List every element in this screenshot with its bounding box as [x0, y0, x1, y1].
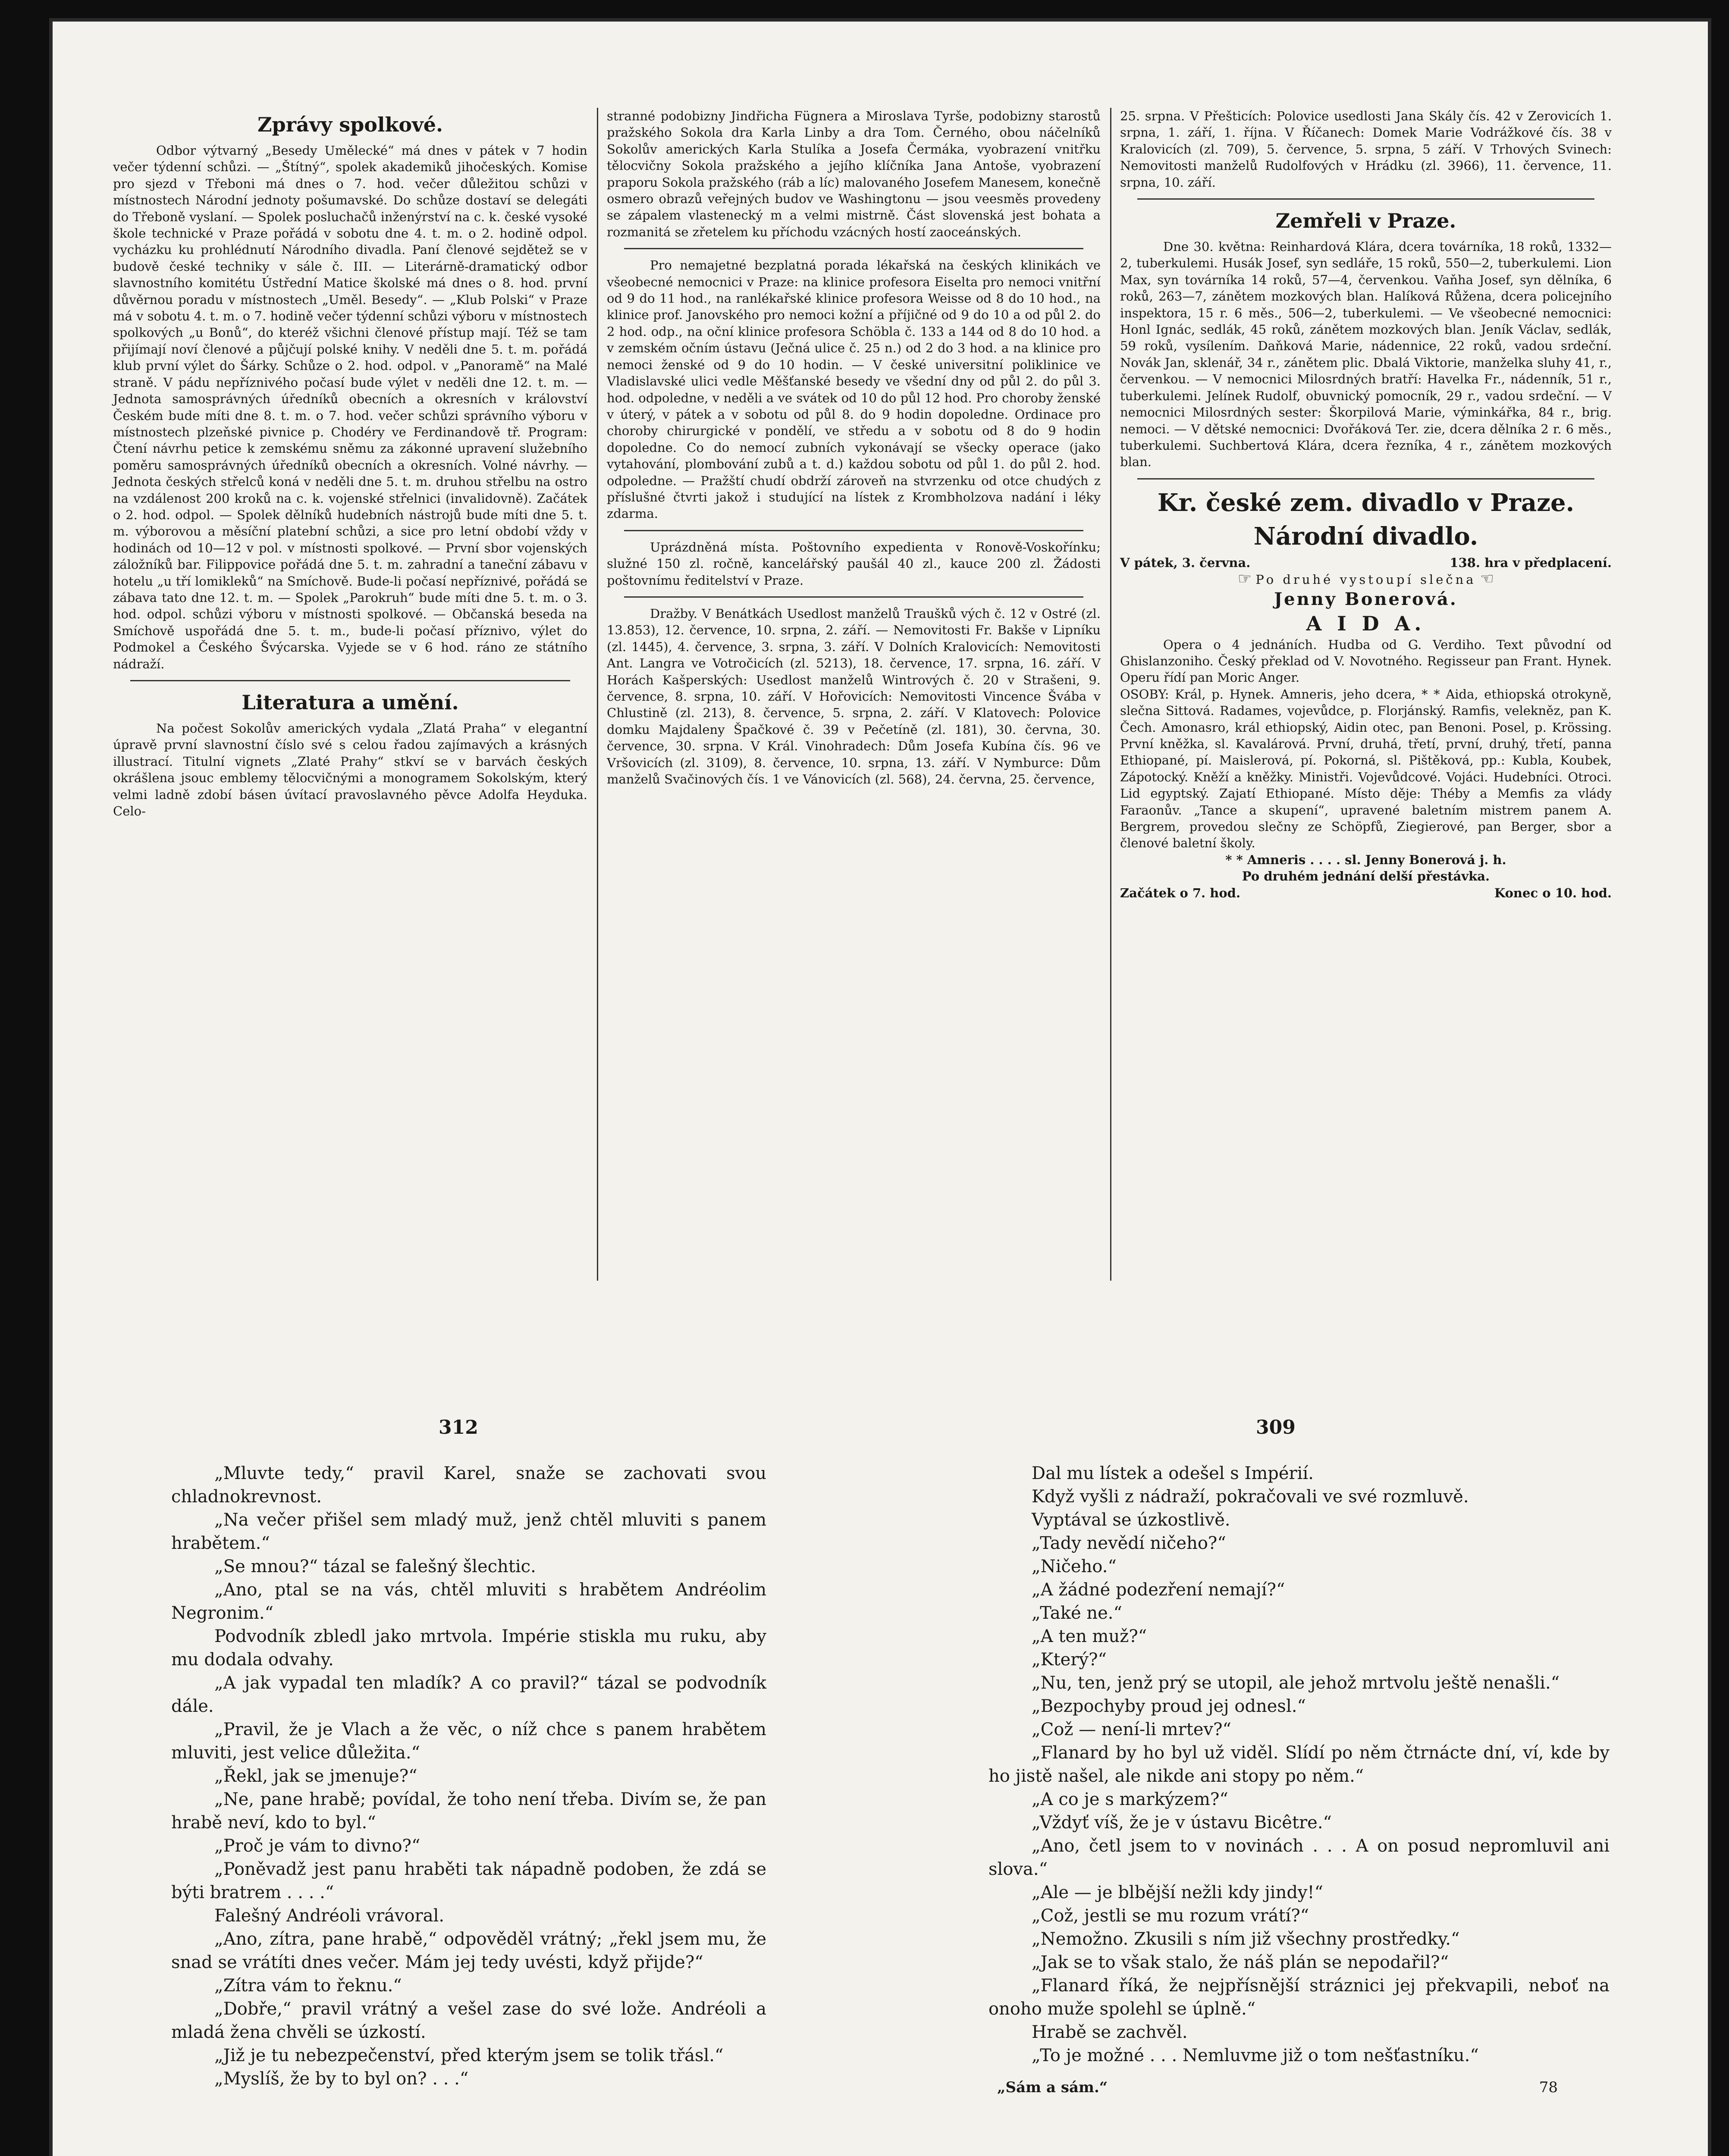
- column-text: Dne 30. května: Reinhardová Klára, dcera továrníka, 18 roků, 1332—2, tuberkulemi. Husák Josef, syn sedláře, 15 roků, 550—2, tuberkulemi. Lion Max, syn továrníka 14 roků, 57—4, červenkou. Vaňha Josef, syn dělníka, 6 roků, 263—7, zánětem mozkových blan. Halíková Růžena, dcera policejního inspektora, 15 r. 6 měs., 506—2, tuberkulemi. — Ve všeobecné nemocnici: Honl Ignác, sedlák, 45 roků, zánětem mozkových blan. Jeník Václav, sedlák, 59 roků, vysílením. Daňková Marie, nádennice, 22 roků, vadou srdeční. Novák Jan, sklenář, 34 r., zánětem plic. Dbalá Viktorie, manželka sluhy 41, r., červenkou. — V nemocnici Milosrdných bratří: Havelka Fr., nádenník, 51 r., tuberkulemi. Jelínek Rudolf, obuvnický pomocník, 29 r., vadou srdeční. — V nemocnici Milosrdných sester: Škorpilová Marie, výminkářka, 84 r., brig. nemoci. — V dětské nemocnici: Dvořáková Ter. zie, dcera dělníka 2 r. 6 měs., tuberkulemi. Suchbertová Klára, dcera řezníka, 4 r., zánětem mozkových blan.: [1120, 239, 1612, 470]
- paragraph: „Jak se to však stalo, že náš plán se nepodařil?“: [1032, 1952, 1449, 1972]
- divider: [624, 530, 1083, 531]
- column-divider: [1110, 108, 1111, 1281]
- column-text: Dražby. V Benátkách Usedlost manželů Traušků vých č. 12 v Ostré (zl. 13.853), 12. července, 10. srpna, 2. září. — Nemovitosti Fr. Bakše v Lipníku (zl. 1445), 4. července, 3. srpna, 3. září. V Dolních Kralovicích: Nemovitosti Ant. Langra ve Votročicích (zl. 5213), 18. července, 17. srpna, 16. září. V Horách Kašperských: Usedlost manželů Wintrových č. 20 v Strašeni, 9. července, 8. srpna, 10. září. V Hořovicích: Nemovitosti Vincence Švába v Chlustině (zl. 213), 8. července, 5. srpna, 2. září. V Klatovech: Polovice domku Majdaleny Špačkové č. 39 v Pečetíně (zl. 181), 30. června, 30. července, 30. srpna. V Král. Vinohradech: Dům Josefa Kubína čís. 96 ve Vršovicích (zl. 3109), 8. července, 10. srpna, 13. září. V Nymburce: Dům manželů Svačinových čís. 1 ve Vánovicích (zl. 568), 24. června, 25. července,: [607, 606, 1101, 787]
- guest-name: Jenny Bonerová.: [1274, 589, 1458, 609]
- paragraph: „Což — není-li mrtev?“: [1032, 1720, 1232, 1739]
- column-text: Uprázdněná místa. Poštovního expedienta v Ronově-Voskořínku; služné 150 zl. ročně, kancelářský paušál 40 zl., kauce 200 zl. Žádosti poštovnímu ředitelství v Praze.: [607, 539, 1101, 588]
- paragraph: „A jak vypadal ten mladík? A co pravil?“ tázal se podvodník dále.: [171, 1673, 766, 1716]
- column-text: 25. srpna. V Přešticích: Polovice usedlosti Jana Skály čís. 42 v Zerovicích 1. srpna, 1. září, 1. října. V Říčanech: Domek Marie Vodrážkové čís. 38 v Kralovicích (zl. 709), 5. července, 5. srpna, 5 září. V Trhových Svinech: Nemovitosti manželů Rudolfových v Hrádku (zl. 3966), 11. července, 11. srpna, 10. září.: [1120, 109, 1612, 190]
- section-heading-spolkove: Zprávy spolkové.: [257, 113, 443, 136]
- paragraph: „Tady nevědí ničeho?“: [1032, 1533, 1226, 1553]
- paragraph: „Zítra vám to řeknu.“: [214, 1976, 402, 1996]
- book-page-left: [171, 1462, 766, 2090]
- theater-date: V pátek, 3. června.: [1120, 555, 1251, 570]
- opera-title: A I D A.: [1306, 611, 1426, 635]
- signature-number: 78: [1539, 2079, 1558, 2096]
- cast-note: * * Amneris . . . . sl. Jenny Bonerová j. h.: [1225, 852, 1506, 867]
- paragraph: Podvodník zbledl jako mrtvola. Impérie stiskla mu ruku, aby mu dodala odvahy.: [171, 1626, 766, 1670]
- paragraph: „Ano, ptal se na vás, chtěl mluviti s hrabětem Andréolim Negronim.“: [171, 1580, 766, 1623]
- paragraph: Když vyšli z nádraží, pokračovali ve své rozmluvě.: [1032, 1487, 1469, 1507]
- divider: [1137, 478, 1594, 479]
- column-2: [607, 108, 1101, 787]
- paragraph: „Řekl, jak se jmenuje?“: [214, 1766, 417, 1786]
- paragraph: „A ten muž?“: [1032, 1626, 1147, 1646]
- paragraph: „A co je s markýzem?“: [1032, 1789, 1228, 1809]
- paragraph: Dal mu lístek a odešel s Impérií.: [1032, 1463, 1314, 1483]
- paragraph: „Ne, pane hrabě; povídal, že toho není třeba. Divím se, že pan hrabě neví, kdo to byl.“: [171, 1789, 766, 1833]
- paragraph: „Pravil, že je Vlach a že věc, o níž chce s panem hrabětem mluviti, jest velice důležita.“: [171, 1720, 766, 1763]
- theater-date-row: [1120, 555, 1612, 571]
- time-row: [1120, 885, 1612, 901]
- paragraph-list: [988, 1462, 1610, 2067]
- pointing-hand-icon: ☞: [1237, 570, 1252, 588]
- paragraph: Falešný Andréoli vrávoral.: [214, 1906, 445, 1926]
- paragraph: „Poněvadž jest panu hraběti tak nápadně podoben, že zdá se býti bratrem . . . .“: [171, 1859, 766, 1902]
- pointing-hand-icon: ☜: [1480, 570, 1494, 588]
- paragraph: „A žádné podezření nemají?“: [1032, 1580, 1285, 1600]
- page-number-right: 309: [1256, 1416, 1296, 1438]
- page-number-left: 312: [439, 1416, 478, 1438]
- paragraph: „Na večer přišel sem mladý muž, jenž chtěl mluviti s panem hrabětem.“: [171, 1510, 766, 1553]
- section-heading-zemreli: Zemřeli v Praze.: [1275, 209, 1456, 233]
- paragraph: „Vždyť víš, že je v ústavu Bicêtre.“: [1032, 1813, 1332, 1833]
- divider: [130, 680, 570, 681]
- column-3: [1120, 108, 1612, 901]
- paragraph: „Dobře,“ pravil vrátný a vešel zase do své lože. Andréoli a mladá žena chvěli se úzkostí.: [171, 1999, 766, 2042]
- divider: [624, 596, 1083, 598]
- subscription-number: 138. hra v předplacení.: [1450, 555, 1612, 570]
- theater-title: Kr. české zem. divadlo v Praze.: [1157, 488, 1575, 517]
- paragraph: „Nemožno. Zkusili s ním již všechny prostředky.“: [1032, 1929, 1460, 1949]
- column-1: [113, 108, 587, 819]
- guest-text: Po druhé vystoupí slečna: [1255, 572, 1476, 587]
- paragraph: „Proč je vám to divno?“: [214, 1836, 420, 1856]
- paragraph: „Ano, zítra, pane hrabě,“ odpověděl vrátný; „řekl jsem mu, že snad se vrátíti dnes večer. Mám jej tedy uvésti, když přijde?“: [171, 1929, 766, 1972]
- paragraph: „Již je tu nebezpečenství, před kterým jsem se tolik třásl.“: [214, 2046, 724, 2065]
- divider: [624, 248, 1083, 249]
- column-text: Odbor výtvarný „Besedy Umělecké“ má dnes v pátek v 7 hodin večer týdenní schůzi. — „Štítný“, spolek akademiků jihočeských. Komise pro sjezd v Třeboni má dnes o 7. hod. večer důležitou schůzi v místnostech Národní jednoty pošumavské. Do schůze dostaví se delegáti do Třeboně vyslaní. — Spolek posluchačů inženýrství na c. k. české vysoké škole technické v Praze pořádá v sobotu dne 4. t. m. o 2. hodině odpol. vycházku ku prohlédnutí Národního divadla. Paní členové sejdětež se v budově české techniky v sále č. III. — Literárně-dramatický odbor slavnostního komitétu Ústřední Matice školské má dnes o 8. hod. první důvěrnou poradu v místnostech „Uměl. Besedy“. — „Klub Polski“ v Praze má v sobotu 4. t. m. o 7. hodině večer týdenní schůzi výboru v místnostech spolkových „u Bonů“, do kteréž všichni členové přístup mají. Též se tam přijímají noví členové a půjčují polské knihy. V neděli dne 5. t. m. pořádá klub první výlet do Šárky. Schůze o 2. hod. odpol. v „Panoramě“ na Malé straně. V pádu nepříznivého počasí bude výlet v neděli dne 12. t. m. — Jednota samosprávných úředníků obecních a okresních v království Českém bude míti dne 8. t. m. o 7. hod. večer schůzi správního výboru v místnostech plzeňské pivnice p. Chodéry ve Ferdinandově tř. Program: Čtení návrhu petice k zemskému sněmu za zákonné upravení služebního poměru samosprávných úředníků obecních a okresních. Volné návrhy. — Jednota českých střelců koná v neděli dne 5. t. m. druhou střelbu na ostro na vzdálenost 200 kroků na c. k. vojenské střelnici (invalidovně). Začátek o 2. hod. odpol. — Spolek dělníků hudebních nástrojů bude míti dne 5. t. m. výborovou a měsíční platební schůzi, a sice pro letní období vždy v hodinách od 10—12 v pol. v místnosti spolkové. — První sbor vojenských záložníků bar. Filippovice pořádá dne 5. t. m. zahradní a taneční zábavu v hotelu „u tří lomikleků“ na Smíchově. Bude-li počasí nepříznivé, pořádá se zábava tato dne 12. t. m. — Spolek „Parokruh“ bude míti dne 5. t. m. o 3. hod. odpol. schůzi výboru v místnosti spolkové. — Občanská beseda na Smíchově uspořádá dne 5. t. m., bude-li počasí příznivo, výlet do Podmokel a Českého Švýcarska. Vyjede se v 6 hod. ráno ze státního nádraží.: [113, 143, 587, 671]
- paragraph: Vyptával se úzkostlivě.: [1032, 1510, 1230, 1530]
- paragraph: „Což, jestli se mu rozum vrátí?“: [1032, 1906, 1309, 1926]
- paragraph: „Se mnou?“ tázal se falešný šlechtic.: [214, 1557, 536, 1576]
- paragraph: „Bezpochyby proud jej odnesl.“: [1032, 1696, 1306, 1716]
- footer-title: „Sám a sám.“: [997, 2079, 1108, 2096]
- newspaper-page: [53, 22, 1708, 2156]
- column-text: Na počest Sokolův amerických vydala „Zlatá Praha“ v elegantní úpravě první slavnostní číslo své s celou řadou zajímavých a krásných illustrací. Titulní vignets „Zlaté Prahy“ stkví se v barvách českých okrášlena jsouc emblemy tělocvičnými a monogramem Sokolským, který velmi ladně zdobí básen úvítací pravoslavného pěvce Adolfa Heyduka. Celo-: [113, 721, 587, 819]
- paragraph: „Nu, ten, jenž prý se utopil, ale jehož mrtvolu ještě nenašli.“: [1032, 1673, 1560, 1693]
- paragraph: „Flanard říká, že nejpřísnější stráznici jej překvapili, neboť na onoho muže spolehl se úplně.“: [988, 1976, 1610, 2019]
- paragraph: „Který?“: [1032, 1650, 1107, 1670]
- paragraph-list: [171, 1462, 766, 2090]
- paragraph: „Také ne.“: [1032, 1603, 1122, 1623]
- column-text: OSOBY: Král, p. Hynek. Amneris, jeho dcera, * * Aida, ethiopská otrokyně, slečna Sittová. Radames, vojevůdce, p. Florjánský. Ramfis, velekněz, pan K. Čech. Amonasro, král ethiopský, Aidin otec, pan Benoni. Posel, p. Krössing. První kněžka, sl. Kavalárová. První, druhá, třetí, první, druhý, třetí, panna Ethiopané, pí. Maislerová, pí. Pokorná, sl. Pištěková, pp.: Kubla, Koubek, Zápotocký. Kněží a kněžky. Ministři. Vojevůdcové. Vojáci. Hudebníci. Otroci. Lid egyptský. Zajatí Ethiopané. Místo děje: Théby a Memfis za vlády Faraonův. „Tance a skupení“, upravené baletním mistrem panem A. Bergrem, provedou slečny ze Schöpfů, Ziegierové, pan Berger, sbor a členové baletní školy.: [1120, 686, 1612, 851]
- column-text: Pro nemajetné bezplatná porada lékařská na českých klinikách ve všeobecné nemocnici v Praze: na klinice profesora Eiselta pro nemoci vnitřní od 9 do 11 hod., na ranlékařské klinice profesora Weisse od 8 do 10 hod., na klinice prof. Janovského pro nemoci kožní a příjičné od 9 do 10 a od půl 2. do 2 hod. odp., na oční klinice profesora Schöbla č. 133 a 144 od 8 do 10 hod. a v zemském očním ústavu (Ječná ulice č. 25 n.) od 2 do 3 hod. a na klinice pro nemoci ženské od 9 do 10 hodin. — V české universitní poliklinice ve Vladislavské ulici vedle Měšťanské besedy ve všední dny od půl 2. do půl 3. hod. odpoledne, v neděli a ve svátek od 10 do půl 12 hod. Pro choroby ženské v úterý, v pátek a v sobotu od půl 8. do 9 hodin dopoledne. Ordinace pro choroby chirurgické v pondělí, ve středu a v sobotu od 8 do 9 hodin dopoledne. Co do nemocí zubních vykonávají se všecky operace (jako vytahování, plombování zubů a t. d.) každou sobotu od půl 1. do půl 2. hod. odpoledne. — Pražští chudí obdrží zároveň na stvrzenku od otce chudých z příslušné čtvrti jakož i studující na lístek z Krombholzova nadání i léky zdarma.: [607, 258, 1101, 521]
- theater-subtitle: Národní divadlo.: [1253, 522, 1478, 551]
- paragraph: „Myslíš, že by to byl on? . . .“: [214, 2069, 469, 2089]
- column-divider: [597, 108, 598, 1281]
- paragraph: „Mluvte tedy,“ pravil Karel, snaže se zachovati svou chladnokrevnost.: [171, 1463, 766, 1507]
- section-heading-literatura: Literatura a umění.: [242, 691, 459, 714]
- end-time: Konec o 10. hod.: [1494, 885, 1612, 900]
- paragraph: Hrabě se zachvěl.: [1032, 2022, 1188, 2042]
- paragraph: „Ničeho.“: [1032, 1557, 1117, 1576]
- column-text: stranné podobizny Jindřicha Fügnera a Miroslava Tyrše, podobizny starostů pražského Sokola dra Karla Linby a dra Tom. Černého, obou náčelníků Sokolův amerických Karla Stulíka a Josefa Čermáka, vyobrazení vnitřku tělocvičny Sokola pražského a jejího klíčníka Jana Antoše, vyobrazení praporu Sokola pražského (ráb a líc) malovaného Josefem Manesem, konečně osmero obrazů veřejných budov ve Washingtonu — jsou veesměs provedeny se zápalem vlastenecký m a velmi mistrně. Část slovenská jest bohata a rozmanitá se zřetelem ku příchodu vzácných hostí zaoceánských.: [607, 109, 1101, 239]
- divider: [1137, 198, 1594, 200]
- paragraph: „Ale — je blbější nežli kdy jindy!“: [1032, 1883, 1324, 1902]
- book-page-right: [988, 1462, 1610, 2099]
- paragraph: „Flanard by ho byl už viděl. Slídí po něm čtrnácte dní, ví, kde by ho jistě našel, ale nikde ani stopy po něm.“: [988, 1743, 1610, 1786]
- column-text: Opera o 4 jednáních. Hudba od G. Verdiho. Text původní od Ghislanzoniho. Český překlad od V. Novotného. Regisseur pan Frant. Hynek. Operu řídí pan Moric Anger.: [1120, 637, 1612, 685]
- page-footer: [988, 2076, 1610, 2099]
- paragraph: „To je možné . . . Nemluvme již o tom nešťastníku.“: [1032, 2046, 1479, 2065]
- start-time: Začátek o 7. hod.: [1120, 885, 1241, 900]
- intermission-note: Po druhém jednání delší přestávka.: [1242, 869, 1490, 884]
- guest-line: [1120, 571, 1612, 588]
- paragraph: „Ano, četl jsem to v novinách . . . A on posud nepromluvil ani slova.“: [988, 1836, 1610, 1879]
